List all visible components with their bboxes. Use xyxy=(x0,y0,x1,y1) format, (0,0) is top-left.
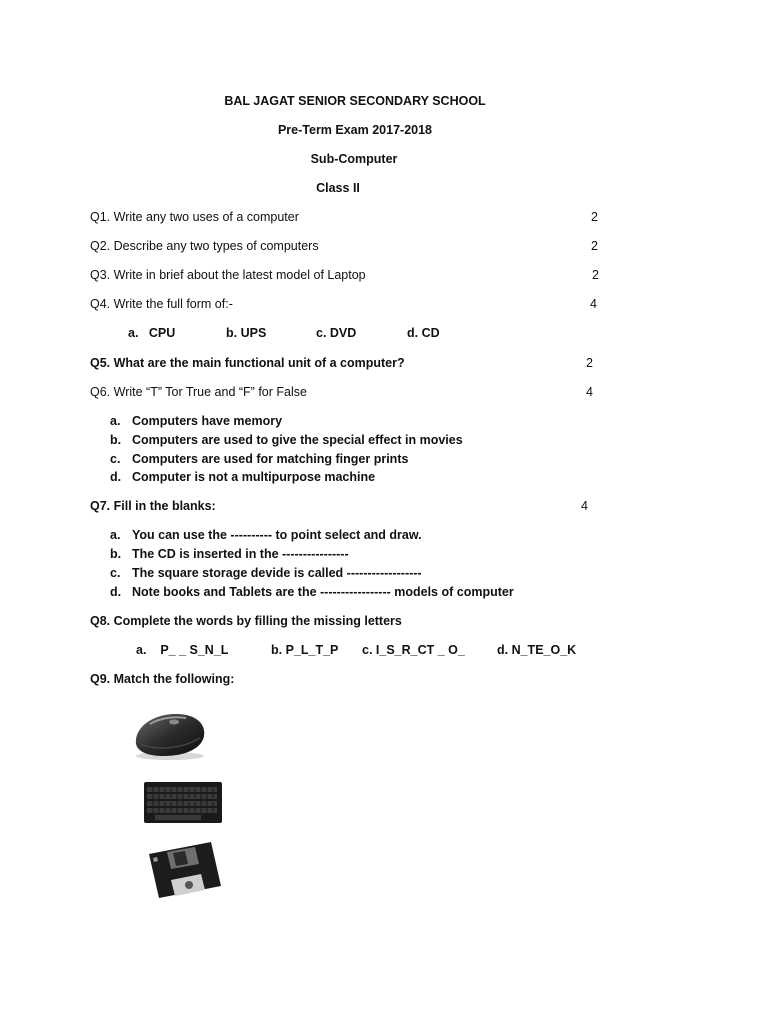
q8-option-c: c. I_S_R_CT _ O_ xyxy=(362,643,465,657)
list-text: The CD is inserted in the ---------------- xyxy=(132,547,349,561)
list-letter: d. xyxy=(110,470,122,484)
q4-option-c: c. DVD xyxy=(316,326,357,340)
q6-item-d xyxy=(110,470,375,484)
question-7-marks: 4 xyxy=(581,499,588,513)
question-9: Q9. Match the following: xyxy=(90,672,235,686)
list-letter: b. xyxy=(110,433,122,447)
floppy-disk-icon xyxy=(145,840,225,900)
question-5: Q5. What are the main functional unit of a computer? xyxy=(90,356,405,370)
q8-option-d: d. N_TE_O_K xyxy=(497,643,577,657)
list-text: Computers have memory xyxy=(132,414,283,428)
keyboard-icon xyxy=(143,779,223,825)
q4-option-b: b. UPS xyxy=(226,326,267,340)
q4-option-d: d. CD xyxy=(407,326,440,340)
list-letter: d. xyxy=(110,585,122,599)
q4-option-a: a. CPU xyxy=(128,326,176,340)
list-text: Computer is not a multipurpose machine xyxy=(132,470,376,484)
q7-item-b xyxy=(110,547,349,561)
exam-title: Pre-Term Exam 2017-2018 xyxy=(277,123,433,137)
subject-line: Sub-Computer xyxy=(310,152,398,166)
q7-item-a xyxy=(110,528,422,542)
list-text: The square storage devide is called ------------------ xyxy=(132,566,422,580)
question-6-marks: 4 xyxy=(586,385,593,399)
school-name: BAL JAGAT SENIOR SECONDARY SCHOOL xyxy=(224,94,486,108)
question-3-marks: 2 xyxy=(592,268,599,282)
q6-item-a xyxy=(110,414,282,428)
list-letter: a. xyxy=(110,528,121,542)
question-1-marks: 2 xyxy=(591,210,598,224)
list-text: Computers are used for matching finger prints xyxy=(132,452,409,466)
list-letter: c. xyxy=(110,566,121,580)
q7-item-d xyxy=(110,585,514,599)
mouse-icon xyxy=(130,710,210,762)
question-1: Q1. Write any two uses of a computer xyxy=(90,210,299,224)
q6-item-c xyxy=(110,452,408,466)
list-letter: a. xyxy=(110,414,121,428)
question-3: Q3. Write in brief about the latest model of Laptop xyxy=(90,268,366,282)
q7-item-c xyxy=(110,566,422,580)
question-6: Q6. Write “T” Tor True and “F” for False xyxy=(90,385,307,399)
list-letter: c. xyxy=(110,452,121,466)
list-text: Note books and Tablets are the ----------------- models of computer xyxy=(132,585,514,599)
q6-item-b xyxy=(110,433,463,447)
question-4: Q4. Write the full form of:- xyxy=(90,297,233,311)
list-text: Computers are used to give the special effect in movies xyxy=(132,433,463,447)
question-2-marks: 2 xyxy=(591,239,598,253)
question-5-marks: 2 xyxy=(586,356,593,370)
q8-option-a: a. P_ _ S_N_L xyxy=(136,643,229,657)
q8-option-b: b. P_L_T_P xyxy=(271,643,339,657)
question-7: Q7. Fill in the blanks: xyxy=(90,499,216,513)
question-8: Q8. Complete the words by filling the missing letters xyxy=(90,614,402,628)
list-letter: b. xyxy=(110,547,122,561)
class-line: Class II xyxy=(316,181,360,195)
question-4-marks: 4 xyxy=(590,297,597,311)
list-text: You can use the ---------- to point select and draw. xyxy=(132,528,422,542)
question-2: Q2. Describe any two types of computers xyxy=(90,239,319,253)
